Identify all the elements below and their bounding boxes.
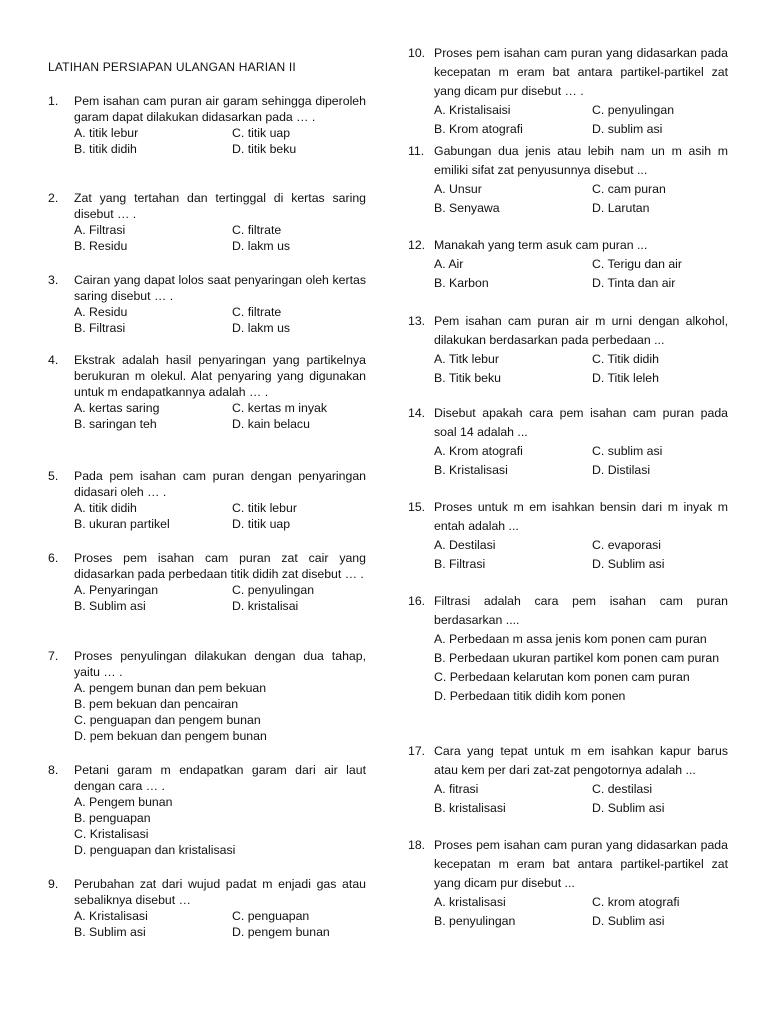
- answer-option: A. Kristalisaisi: [434, 103, 511, 117]
- answer-option: C. destilasi: [592, 782, 653, 796]
- answer-option: D. Titik leleh: [592, 371, 659, 385]
- question-item: [48, 93, 366, 157]
- answer-option: D. Sublim asi: [592, 557, 665, 571]
- answer-option: C. Terigu dan air: [592, 257, 682, 271]
- answer-option: A. kertas saring: [74, 401, 160, 415]
- question-text: Disebut apakah cara pem isahan cam puran pada soal 14 adalah ...: [434, 406, 728, 439]
- answer-options: [434, 180, 728, 218]
- answer-options: [74, 400, 366, 432]
- question-text: Filtrasi adalah cara pem isahan cam puran berdasarkan ....: [434, 594, 728, 627]
- question-number: 9.: [48, 877, 59, 891]
- question-text: Proses pem isahan cam puran yang didasarkan pada kecepatan m eram bat antara partikel-partikel zat yang dicam pur disebut ...: [434, 838, 728, 890]
- question-item: [408, 836, 728, 931]
- question-text: Proses pem isahan cam puran yang didasarkan pada kecepatan m eram bat antara partikel-partikel zat yang dicam pur disebut … .: [434, 46, 728, 98]
- question-item: [408, 742, 728, 818]
- answer-option: A. kristalisasi: [434, 895, 506, 909]
- answer-option: B. penyulingan: [434, 914, 516, 928]
- answer-option: D. Perbedaan titik didih kom ponen: [434, 689, 626, 703]
- answer-option: B. Karbon: [434, 276, 489, 290]
- answer-option: A. Pengem bunan: [74, 795, 173, 809]
- answer-option: B. Sublim asi: [74, 599, 146, 613]
- answer-option: C. filtrate: [232, 305, 282, 319]
- question-number: 12.: [408, 238, 426, 252]
- question-text: Gabungan dua jenis atau lebih nam un m asih m emiliki sifat zat penyusunnya disebut ...: [434, 144, 728, 177]
- answer-option: B. Sublim asi: [74, 925, 146, 939]
- question-number: 1.: [48, 94, 59, 108]
- question-item: [408, 44, 728, 139]
- answer-option: A. Unsur: [434, 182, 482, 196]
- question-number: 17.: [408, 744, 426, 758]
- question-number: 11.: [408, 144, 425, 158]
- answer-options: [434, 536, 728, 574]
- question-number: 13.: [408, 314, 426, 328]
- question-text: Perubahan zat dari wujud padat m enjadi gas atau sebaliknya disebut …: [74, 877, 366, 907]
- answer-option: A. titik lebur: [74, 126, 139, 140]
- answer-option: C. kertas m inyak: [232, 401, 327, 415]
- answer-options: [74, 582, 366, 614]
- answer-option: A. Krom atografi: [434, 444, 523, 458]
- answer-options: [434, 442, 728, 480]
- question-item: [48, 550, 366, 614]
- answer-option: C. sublim asi: [592, 444, 663, 458]
- question-number: 4.: [48, 353, 59, 367]
- question-text: Proses penyulingan dilakukan dengan dua tahap, yaitu … .: [74, 649, 366, 679]
- question-item: [408, 312, 728, 388]
- answer-option: D. titik uap: [232, 517, 291, 531]
- question-text: Petani garam m endapatkan garam dari air laut dengan cara … .: [74, 763, 366, 793]
- page-title: LATIHAN PERSIAPAN ULANGAN HARIAN II: [48, 60, 296, 74]
- answer-options: [74, 794, 366, 858]
- question-number: 2.: [48, 191, 59, 205]
- answer-option: A. Titk lebur: [434, 352, 499, 366]
- question-item: [48, 648, 366, 744]
- question-text: Cara yang tepat untuk m em isahkan kapur barus atau kem per dari zat-zat pengotornya adalah ...: [434, 744, 728, 777]
- question-item: [48, 352, 366, 432]
- answer-option: A. Air: [434, 257, 464, 271]
- answer-option: A. Perbedaan m assa jenis kom ponen cam puran: [434, 632, 707, 646]
- answer-option: B. saringan teh: [74, 417, 157, 431]
- answer-option: D. lakm us: [232, 239, 291, 253]
- answer-options: [74, 222, 366, 254]
- answer-option: D. sublim asi: [592, 122, 663, 136]
- question-item: [408, 404, 728, 480]
- question-item: [48, 876, 366, 940]
- answer-options: [74, 125, 366, 157]
- answer-option: D. titik beku: [232, 142, 297, 156]
- question-number: 16.: [408, 594, 426, 608]
- answer-option: D. Larutan: [592, 201, 650, 215]
- answer-option: D. pengem bunan: [232, 925, 330, 939]
- answer-option: A. Kristalisasi: [74, 909, 148, 923]
- question-item: [48, 272, 366, 336]
- question-text: Proses untuk m em isahkan bensin dari m inyak m entah adalah ...: [434, 500, 728, 533]
- answer-option: A. titik didih: [74, 501, 137, 515]
- question-item: [408, 592, 728, 706]
- question-item: [48, 762, 366, 858]
- answer-option: D. Sublim asi: [592, 914, 665, 928]
- question-number: 5.: [48, 469, 59, 483]
- answer-option: D. pem bekuan dan pengem bunan: [74, 729, 267, 743]
- question-text: Pem isahan cam puran air garam sehingga diperoleh garam dapat dilakukan didasarkan pada … .: [74, 94, 366, 124]
- answer-option: C. cam puran: [592, 182, 666, 196]
- answer-option: C. krom atografi: [592, 895, 680, 909]
- answer-option: A. Residu: [74, 305, 128, 319]
- answer-option: B. Perbedaan ukuran partikel kom ponen cam puran: [434, 651, 720, 665]
- answer-option: B. Kristalisasi: [434, 463, 508, 477]
- answer-option: B. pem bekuan dan pencairan: [74, 697, 239, 711]
- answer-option: A. Filtrasi: [74, 223, 126, 237]
- answer-option: D. Distilasi: [592, 463, 651, 477]
- answer-option: D. lakm us: [232, 321, 291, 335]
- answer-options: [74, 680, 366, 744]
- question-number: 7.: [48, 649, 59, 663]
- question-item: [48, 190, 366, 254]
- answer-options: [434, 101, 728, 139]
- question-item: [408, 142, 728, 218]
- answer-option: A. fitrasi: [434, 782, 479, 796]
- answer-option: B. Krom atografi: [434, 122, 523, 136]
- answer-options: [434, 893, 728, 931]
- answer-options: [434, 780, 728, 818]
- answer-option: B. Filtrasi: [434, 557, 486, 571]
- answer-option: B. ukuran partikel: [74, 517, 170, 531]
- answer-option: B. Senyawa: [434, 201, 500, 215]
- answer-option: D. kristalisai: [232, 599, 299, 613]
- answer-option: C. filtrate: [232, 223, 282, 237]
- answer-option: C. Kristalisasi: [74, 827, 149, 841]
- answer-option: C. titik lebur: [232, 501, 297, 515]
- question-text: Cairan yang dapat lolos saat penyaringan oleh kertas saring disebut … .: [74, 273, 366, 303]
- question-number: 10.: [408, 46, 426, 60]
- question-item: [48, 468, 366, 532]
- answer-option: C. Perbedaan kelarutan kom ponen cam puran: [434, 670, 690, 684]
- question-number: 18.: [408, 838, 426, 852]
- answer-options: [74, 304, 366, 336]
- question-text: Ekstrak adalah hasil penyaringan yang partikelnya berukuran m olekul. Alat penyaring yang digunakan untuk m endapatkannya adalah … .: [74, 353, 366, 399]
- answer-option: C. penguapan dan pengem bunan: [74, 713, 261, 727]
- question-item: [408, 236, 728, 293]
- question-item: [408, 498, 728, 574]
- answer-option: C. penyulingan: [232, 583, 315, 597]
- answer-option: B. kristalisasi: [434, 801, 506, 815]
- answer-option: C. Titik didih: [592, 352, 659, 366]
- answer-option: B. Residu: [74, 239, 128, 253]
- question-number: 3.: [48, 273, 59, 287]
- question-text: Proses pem isahan cam puran zat cair yang didasarkan pada perbedaan titik didih zat disebut … .: [74, 551, 366, 581]
- answer-options: [434, 255, 728, 293]
- answer-option: C. titik uap: [232, 126, 291, 140]
- answer-option: B. Filtrasi: [74, 321, 126, 335]
- answer-options: [74, 500, 366, 532]
- answer-option: B. Titik beku: [434, 371, 501, 385]
- question-number: 15.: [408, 500, 426, 514]
- answer-options: [434, 630, 728, 706]
- answer-options: [434, 350, 728, 388]
- answer-option: D. Sublim asi: [592, 801, 665, 815]
- question-text: Manakah yang term asuk cam puran ...: [434, 238, 648, 252]
- answer-option: D. Tinta dan air: [592, 276, 676, 290]
- question-text: Pada pem isahan cam puran dengan penyaringan didasari oleh … .: [74, 469, 366, 499]
- answer-option: A. pengem bunan dan pem bekuan: [74, 681, 267, 695]
- answer-option: D. kain belacu: [232, 417, 310, 431]
- question-number: 8.: [48, 763, 59, 777]
- question-text: Pem isahan cam puran air m urni dengan alkohol, dilakukan berdasarkan pada perbedaan ...: [434, 314, 728, 347]
- answer-option: C. penyulingan: [592, 103, 675, 117]
- question-text: Zat yang tertahan dan tertinggal di kertas saring disebut … .: [74, 191, 366, 221]
- question-number: 14.: [408, 406, 426, 420]
- answer-option: B. titik didih: [74, 142, 137, 156]
- answer-option: B. penguapan: [74, 811, 151, 825]
- answer-option: C. evaporasi: [592, 538, 662, 552]
- answer-option: A. Destilasi: [434, 538, 496, 552]
- answer-option: D. penguapan dan kristalisasi: [74, 843, 236, 857]
- answer-option: A. Penyaringan: [74, 583, 159, 597]
- answer-option: C. penguapan: [232, 909, 310, 923]
- question-number: 6.: [48, 551, 59, 565]
- answer-options: [74, 908, 366, 940]
